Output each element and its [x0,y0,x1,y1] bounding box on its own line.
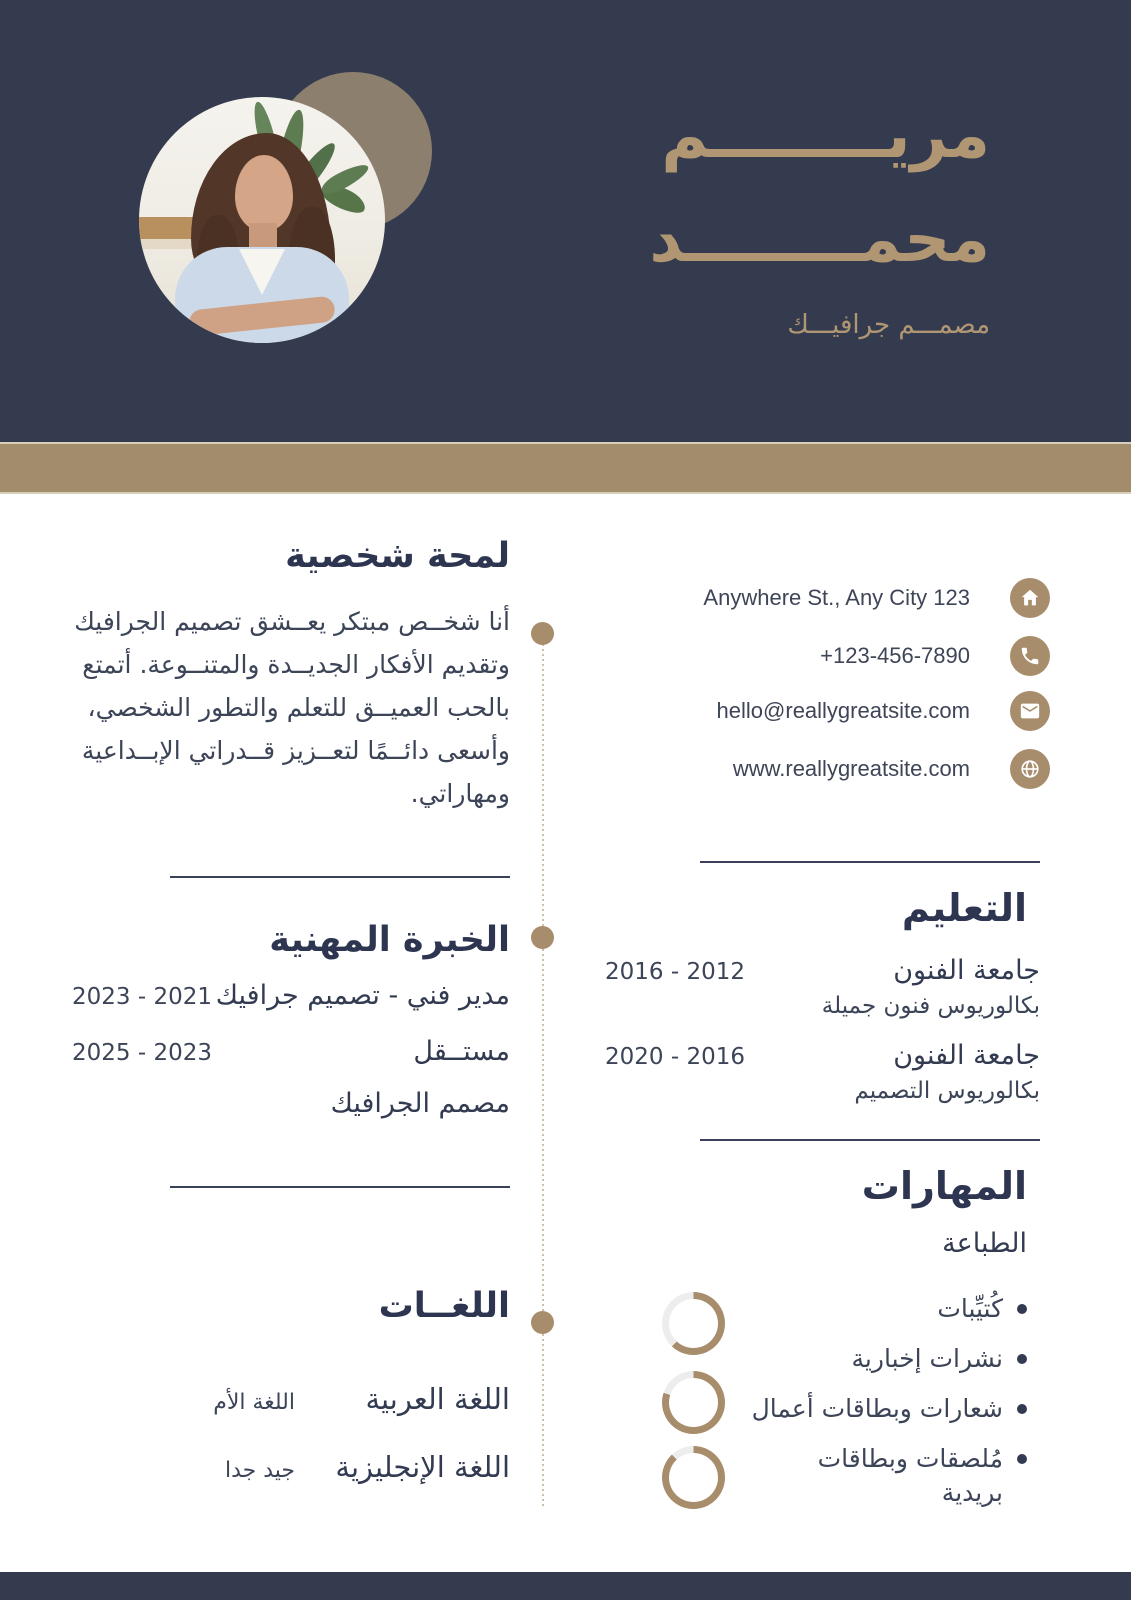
experience-item [72,980,510,1011]
experience-title: مستــقل [413,1036,510,1067]
experience-item [72,1036,510,1067]
bullet-icon [1017,1354,1027,1364]
divider-line [170,1186,510,1188]
divider-line [700,1139,1040,1141]
education-period: 2012 - 2016 [605,959,746,985]
skills-subheading: الطباعة [942,1228,1027,1259]
name-first: مريــــــــم [661,99,990,173]
timeline-dot [531,1311,554,1334]
name-last: محمــــــــد [649,203,990,277]
education-period: 2016 - 2020 [605,1044,746,1070]
phone-icon [1010,636,1050,676]
contact-website: www.reallygreatsite.com [732,756,970,781]
language-item [72,1382,510,1416]
education-degree: بكالوريوس فنون جميلة [821,993,1040,1019]
skill-progress-ring [662,1371,725,1434]
language-name: اللغة العربية [365,1382,510,1416]
skill-progress-ring [662,1446,725,1509]
header-banner [0,0,1131,442]
language-level: اللغة الأم [213,1390,295,1415]
contact-row-address [703,578,1050,618]
divider-band [0,442,1131,494]
divider-line [700,861,1040,863]
section-heading-profile: لمحة شخصية [285,536,510,576]
portrait-face [235,155,293,231]
email-icon [1010,691,1050,731]
skills-list [752,1292,1027,1526]
job-title: مصمـــم جرافيـــك [787,310,990,340]
language-name: اللغة الإنجليزية [335,1450,510,1484]
contact-phone: +123-456-7890 [820,643,970,668]
contact-address: Anywhere St., Any City 123 [703,585,970,610]
education-school: جامعة الفنون [893,1040,1040,1071]
bullet-icon [1017,1404,1027,1414]
timeline-dot [531,926,554,949]
education-degree: بكالوريوس التصميم [854,1078,1040,1104]
education-item [605,1040,1040,1104]
section-heading-languages: اللغــات [378,1286,510,1326]
contact-row-email [717,691,1050,731]
contact-row-phone [820,636,1050,676]
divider-line [170,876,510,878]
timeline-dotted-line [542,634,544,1506]
language-level: جيد جدا [224,1458,295,1483]
skill-item: نشرات إخبارية [752,1342,1027,1376]
experience-title: مدير فني - تصميم جرافيك [215,980,510,1011]
education-item [605,955,1040,1019]
contact-email: hello@reallygreatsite.com [716,698,970,723]
profile-text: أنا شخــص مبتكر يعــشق تصميم الجرافيك وتقديم الأفكار الجديــدة والمتنــوعة. أتمتع بالحب العميــق للتعلم والتطور الشخصي، وأسعى دائــمًا لتعــزيز قــدراتي الإبــداعية ومهاراتي. [74,607,510,808]
section-heading-education: التعليم [901,886,1027,930]
experience-period: 2023 - 2025 [72,1040,213,1066]
home-icon [1010,578,1050,618]
skill-item: مُلصقات وبطاقات بريدية [752,1442,1027,1510]
section-heading-skills: المهارات [861,1164,1027,1208]
experience-period: 2021 - 2023 [72,984,213,1010]
language-item [72,1450,510,1484]
contact-row-website [733,749,1050,789]
footer-band [0,1572,1131,1600]
skill-progress-ring [662,1292,725,1355]
globe-icon [1010,749,1050,789]
bullet-icon [1017,1304,1027,1314]
skill-item: شعارات وبطاقات أعمال [752,1392,1027,1426]
bullet-icon [1017,1454,1027,1464]
section-heading-experience: الخبرة المهنية [269,920,510,960]
experience-subtitle: مصمم الجرافيك [330,1088,510,1119]
education-school: جامعة الفنون [893,955,1040,986]
name-block [570,84,990,342]
skill-item: كُتيِّبات [752,1292,1027,1326]
profile-photo [139,97,385,343]
timeline-dot [531,622,554,645]
